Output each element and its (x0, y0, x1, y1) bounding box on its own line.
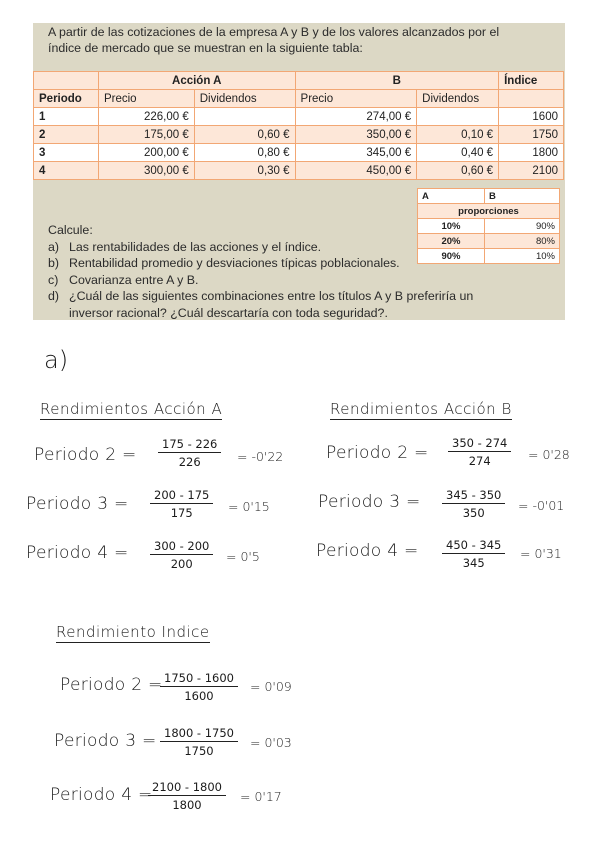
table-column-header-row (34, 90, 564, 108)
proportions-col-b: B (485, 189, 560, 204)
fraction (160, 726, 238, 758)
equation-label: Periodo 4 = (26, 543, 129, 563)
cell-precio-b: 345,00 € (295, 144, 417, 162)
empty-corner-cell (34, 72, 99, 90)
fraction (150, 539, 213, 571)
cell-indice: 1750 (499, 126, 564, 144)
equation-label: Periodo 2 = (60, 675, 163, 695)
cell-periodo: 3 (34, 144, 99, 162)
proportion-b: 80% (485, 234, 560, 249)
proportions-col-a: A (418, 189, 485, 204)
questions-block (48, 222, 488, 321)
cell-dividendos-b: 0,40 € (417, 144, 499, 162)
cell-precio-a: 300,00 € (98, 162, 194, 180)
fraction-denominator: 345 (462, 556, 485, 570)
fraction-denominator: 1800 (172, 798, 202, 812)
cell-indice: 2100 (499, 162, 564, 180)
group-header-b: B (295, 72, 499, 90)
question-item (48, 288, 488, 321)
group-header-indice: Índice (499, 72, 564, 90)
cell-precio-b: 350,00 € (295, 126, 417, 144)
question-label: d) (48, 289, 60, 303)
cell-indice: 1800 (499, 144, 564, 162)
fraction (448, 436, 511, 468)
fraction-numerator: 1800 - 1750 (160, 726, 238, 742)
fraction-numerator: 2100 - 1800 (148, 780, 226, 796)
proportion-a: 10% (418, 219, 485, 234)
heading-rendimientos-b: Rendimientos Acción B (330, 400, 512, 418)
fraction (158, 437, 221, 469)
question-text: Las rentabilidades de las acciones y el índice. (69, 239, 322, 254)
problem-intro: A partir de las cotizaciones de la empresa A y B y de los valores alcanzados por el índice de mercado que se muestran en la siguiente tabla: (48, 25, 500, 55)
fraction-denominator: 226 (178, 455, 201, 469)
quotes-table (33, 71, 564, 180)
table-row (34, 126, 564, 144)
equation-result: = 0'17 (240, 789, 282, 804)
calcule-label: Calcule: (48, 223, 93, 237)
equation-result: = 0'15 (228, 499, 270, 514)
cell-dividendos-b: 0,10 € (417, 126, 499, 144)
cell-precio-a: 226,00 € (98, 108, 194, 126)
fraction (442, 488, 505, 520)
cell-precio-b: 450,00 € (295, 162, 417, 180)
cell-dividendos-a: 0,80 € (194, 144, 295, 162)
fraction-numerator: 450 - 345 (442, 538, 505, 554)
proportion-b: 10% (485, 249, 560, 264)
fraction (150, 488, 213, 520)
table-group-header-row (34, 72, 564, 90)
cell-indice: 1600 (499, 108, 564, 126)
proportions-header-row (418, 189, 560, 204)
equation-result: = 0'09 (250, 679, 292, 694)
question-label: a) (48, 239, 60, 254)
fraction (442, 538, 505, 570)
fraction-denominator: 1750 (184, 744, 214, 758)
question-label: c) (48, 272, 59, 287)
cell-dividendos-b: 0,60 € (417, 162, 499, 180)
equation-result: = 0'28 (528, 447, 570, 462)
fraction-denominator: 175 (170, 506, 193, 520)
question-text: Covarianza entre A y B. (69, 272, 199, 287)
equation-label: Periodo 2 = (326, 443, 429, 463)
proportion-a: 20% (418, 234, 485, 249)
group-header-accion-a: Acción A (98, 72, 295, 90)
fraction (160, 671, 238, 703)
fraction-numerator: 200 - 175 (150, 488, 213, 504)
proportion-b: 90% (485, 219, 560, 234)
question-item (48, 272, 488, 289)
equation-label: Periodo 4 = (50, 785, 153, 805)
fraction-numerator: 300 - 200 (150, 539, 213, 555)
cell-dividendos-b (417, 108, 499, 126)
col-header-periodo: Periodo (34, 90, 99, 108)
cell-dividendos-a: 0,30 € (194, 162, 295, 180)
cell-precio-a: 200,00 € (98, 144, 194, 162)
fraction-denominator: 1600 (184, 689, 214, 703)
cell-periodo: 2 (34, 126, 99, 144)
table-row (34, 144, 564, 162)
proportion-a: 90% (418, 249, 485, 264)
equation-result: = -0'22 (237, 449, 284, 464)
fraction-numerator: 175 - 226 (158, 437, 221, 453)
question-label: b) (48, 256, 60, 270)
col-header-precio-b: Precio (295, 90, 417, 108)
cell-periodo: 4 (34, 162, 99, 180)
col-header-precio-a: Precio (98, 90, 194, 108)
question-item (48, 255, 488, 272)
table-row (34, 162, 564, 180)
proportions-subheader-row (418, 204, 560, 219)
cell-periodo: 1 (34, 108, 99, 126)
heading-rendimientos-a: Rendimientos Acción A (40, 400, 223, 418)
fraction-numerator: 1750 - 1600 (160, 671, 238, 687)
equation-label: Periodo 2 = (34, 445, 137, 465)
fraction-denominator: 350 (462, 506, 485, 520)
part-a-label: a) (44, 346, 69, 374)
equation-result: = 0'03 (250, 735, 292, 750)
col-header-dividendos-b: Dividendos (417, 90, 499, 108)
cell-dividendos-a: 0,60 € (194, 126, 295, 144)
col-header-indice-empty (499, 90, 564, 108)
fraction-numerator: 350 - 274 (448, 436, 511, 452)
table-row (34, 108, 564, 126)
cell-dividendos-a (194, 108, 295, 126)
fraction-denominator: 274 (468, 454, 491, 468)
equation-label: Periodo 3 = (54, 731, 157, 751)
equation-result: = -0'01 (518, 498, 565, 513)
proportions-subheader: proporciones (418, 204, 560, 219)
equation-result: = 0'31 (520, 546, 562, 561)
fraction-denominator: 200 (170, 557, 193, 571)
fraction-numerator: 345 - 350 (442, 488, 505, 504)
question-text: Rentabilidad promedio y desviaciones típicas poblacionales. (69, 256, 400, 270)
heading-rendimiento-indice: Rendimiento Indice (56, 623, 210, 641)
col-header-dividendos-a: Dividendos (194, 90, 295, 108)
question-item (48, 239, 488, 256)
equation-result: = 0'5 (226, 549, 260, 564)
question-text: ¿Cuál de las siguientes combinaciones entre los títulos A y B preferiría un inversor racional? ¿Cuál descartaría con toda seguridad?. (69, 289, 474, 320)
fraction (148, 780, 226, 812)
cell-precio-b: 274,00 € (295, 108, 417, 126)
cell-precio-a: 175,00 € (98, 126, 194, 144)
equation-label: Periodo 3 = (26, 494, 129, 514)
equation-label: Periodo 3 = (318, 492, 421, 512)
equation-label: Periodo 4 = (316, 541, 419, 561)
